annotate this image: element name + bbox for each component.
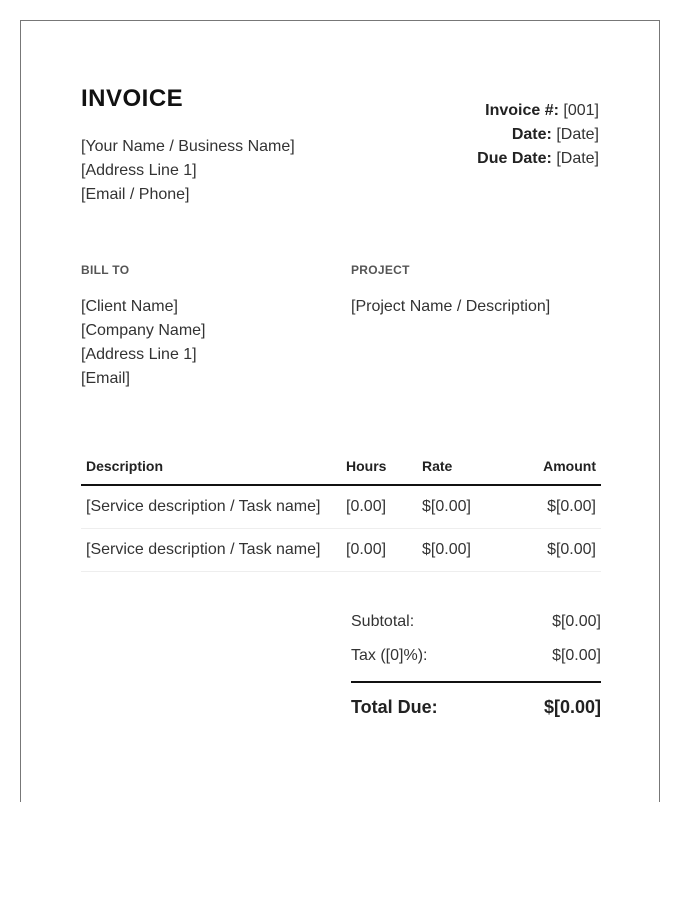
invoice-number-row — [477, 99, 599, 123]
item-rate: $[0.00] — [417, 529, 517, 572]
tax-value: $[0.00] — [552, 647, 601, 664]
item-description: [Service description / Task name] — [81, 485, 341, 529]
due-date-value: [Date] — [556, 150, 599, 167]
item-description: [Service description / Task name] — [81, 529, 341, 572]
client-address: [Address Line 1] — [81, 346, 197, 363]
subtotal-row — [351, 605, 601, 639]
item-rate: $[0.00] — [417, 485, 517, 529]
sender-block — [81, 135, 295, 207]
bill-to-label: BILL TO — [81, 263, 130, 277]
invoice-number-label: Invoice #: — [485, 102, 559, 119]
tax-row — [351, 639, 601, 673]
invoice-title: INVOICE — [81, 85, 184, 112]
table-header-row — [81, 446, 601, 485]
table-row — [81, 485, 601, 529]
invoice-meta — [477, 99, 599, 171]
header-description: Description — [81, 446, 341, 485]
header-hours: Hours — [341, 446, 417, 485]
project-description: [Project Name / Description] — [351, 298, 551, 315]
total-due-row — [351, 681, 601, 727]
invoice-date-row — [477, 123, 599, 147]
item-hours: [0.00] — [341, 485, 417, 529]
table-row — [81, 529, 601, 572]
total-due-label: Total Due: — [351, 697, 438, 717]
due-date-row — [477, 147, 599, 171]
sender-contact: [Email / Phone] — [81, 186, 190, 203]
due-date-label: Due Date: — [477, 150, 552, 167]
subtotal-value: $[0.00] — [552, 613, 601, 630]
subtotal-label: Subtotal: — [351, 613, 415, 630]
bill-to-block — [81, 295, 206, 391]
invoice-sheet — [20, 20, 660, 802]
sender-address: [Address Line 1] — [81, 162, 197, 179]
header-amount: Amount — [517, 446, 601, 485]
client-company: [Company Name] — [81, 322, 206, 339]
total-due-value: $[0.00] — [543, 697, 601, 717]
tax-label: Tax ([0]%): — [351, 647, 428, 664]
item-amount: $[0.00] — [517, 485, 601, 529]
invoice-date-label: Date: — [511, 126, 552, 143]
header-rate: Rate — [417, 446, 517, 485]
invoice-number-value: [001] — [563, 102, 599, 119]
project-label: PROJECT — [351, 263, 410, 277]
client-email: [Email] — [81, 370, 130, 387]
totals-block — [351, 605, 601, 727]
item-hours: [0.00] — [341, 529, 417, 572]
sender-name: [Your Name / Business Name] — [81, 138, 295, 155]
invoice-date-value: [Date] — [556, 126, 599, 143]
line-items-table — [81, 446, 601, 572]
item-amount: $[0.00] — [517, 529, 601, 572]
client-name: [Client Name] — [81, 298, 178, 315]
